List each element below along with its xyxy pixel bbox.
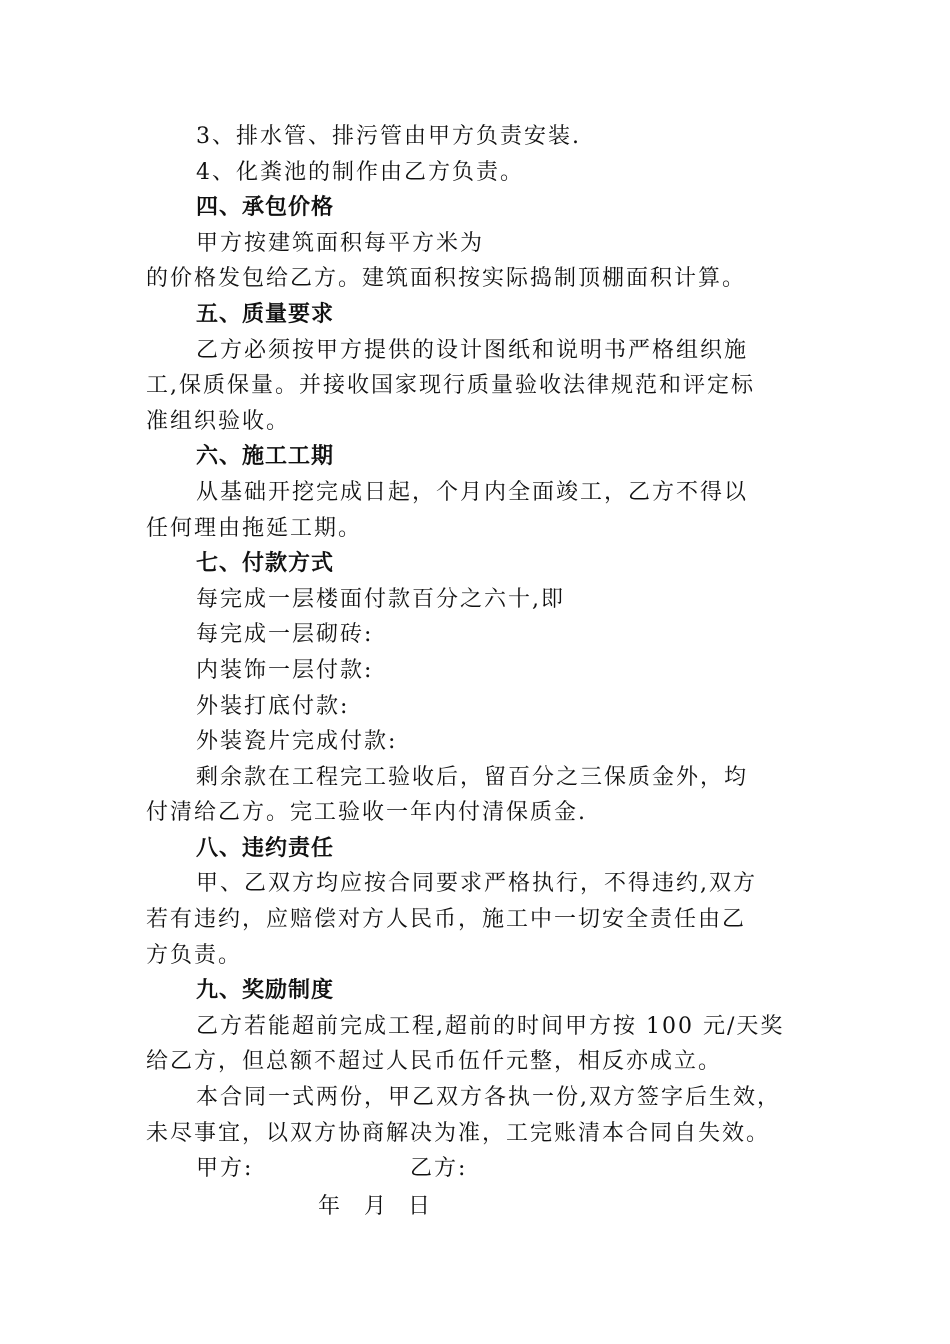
- section-heading-payment: 七、付款方式: [196, 551, 335, 577]
- contract-body: [146, 119, 816, 1227]
- breach-text-line: 方负责。: [146, 942, 243, 968]
- quality-text-line: 准组织验收。: [146, 408, 291, 434]
- section-heading-quality: 五、质量要求: [196, 301, 335, 327]
- breach-text-line: 若有违约，应赔偿对方人民币，施工中一切安全责任由乙: [146, 907, 747, 933]
- party-a-label: 甲方:: [196, 1156, 254, 1182]
- closing-text-line: 未尽事宜，以双方协商解决为准，工完账清本合同自失效。: [146, 1120, 771, 1146]
- day-label: 日: [408, 1193, 433, 1219]
- payment-text-line: 剩余款在工程完工验收后，留百分之三保质金外，均: [196, 764, 749, 790]
- reward-text-line: 给乙方，但总额不超过人民币伍仟元整，相反亦成立。: [146, 1049, 723, 1075]
- schedule-text-line: 任何理由拖延工期。: [146, 515, 363, 541]
- party-b-label: 乙方:: [410, 1156, 468, 1182]
- payment-text-line: 外装瓷片完成付款:: [196, 729, 398, 755]
- payment-text-line: 内装饰一层付款:: [196, 657, 374, 683]
- month-label: 月: [364, 1193, 389, 1219]
- clause-septic-tank: 4、化粪池的制作由乙方负责。: [196, 159, 524, 185]
- schedule-text-line: 从基础开挖完成日起，个月内全面竣工，乙方不得以: [196, 479, 749, 505]
- quality-text-line: 乙方必须按甲方提供的设计图纸和说明书严格组织施: [196, 337, 749, 363]
- section-heading-reward: 九、奖励制度: [196, 978, 335, 1004]
- payment-text-line: 每完成一层砌砖:: [196, 622, 374, 648]
- breach-text-line: 甲、乙双方均应按合同要求严格执行，不得违约,双方: [196, 871, 757, 897]
- signature-row: [146, 1151, 816, 1187]
- section-heading-schedule: 六、施工工期: [196, 444, 335, 470]
- section-heading-price: 四、承包价格: [196, 195, 335, 221]
- reward-text-line: 乙方若能超前完成工程,超前的时间甲方按 100 元/天奖: [196, 1013, 785, 1039]
- clause-drainage: 3、排水管、排污管由甲方负责安装.: [196, 124, 581, 149]
- section-heading-breach: 八、违约责任: [196, 835, 335, 861]
- price-text-line: 甲方按建筑面积每平方米为: [196, 230, 485, 256]
- payment-text-line: 付清给乙方。完工验收一年内付清保质金.: [146, 800, 587, 826]
- payment-text-line: 外装打底付款:: [196, 693, 350, 719]
- year-label: 年: [318, 1193, 343, 1219]
- payment-text-line: 每完成一层楼面付款百分之六十,即: [196, 586, 565, 612]
- price-text-line: 的价格发包给乙方。建筑面积按实际捣制顶棚面积计算。: [146, 266, 747, 292]
- quality-text-line: 工,保质保量。并接收国家现行质量验收法律规范和评定标: [146, 373, 755, 399]
- date-row: [146, 1187, 816, 1227]
- closing-text-line: 本合同一式两份，甲乙双方各执一份,双方签字后生效，: [196, 1085, 781, 1111]
